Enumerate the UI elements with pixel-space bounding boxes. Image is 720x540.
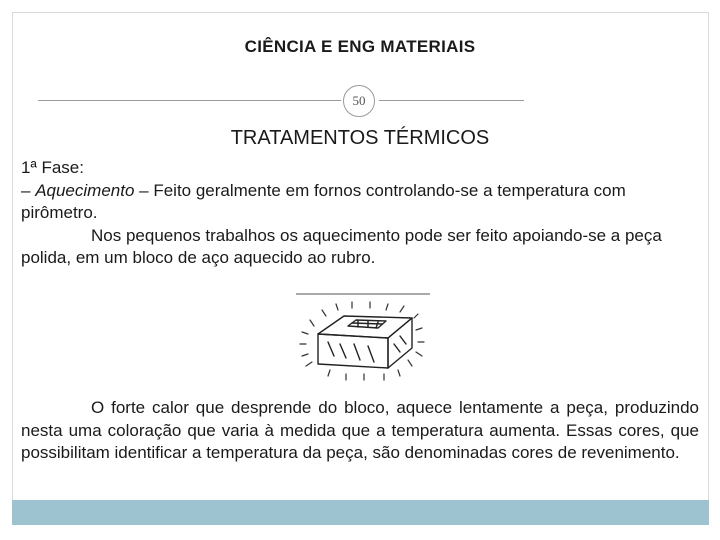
heated-steel-block-icon <box>288 292 434 384</box>
slide-frame-top <box>12 12 709 13</box>
slide-frame-left <box>12 12 13 500</box>
closing-paragraph: O forte calor que desprende do bloco, aquece lentamente a peça, produzindo nesta uma coloração que varia à medida que a temperatura aumenta. Essas cores, que possibilitam identificar a temperatura da peça, são denominadas cores de revenimento. <box>21 398 699 462</box>
bullet-text: – Feito geralmente em fornos controlando-se a temperatura com pirômetro. <box>21 180 626 222</box>
header-divider-right <box>379 100 524 101</box>
phase-description <box>21 157 699 270</box>
slide-frame-right <box>708 12 709 500</box>
bullet-term: Aquecimento <box>35 180 135 200</box>
phase-label: 1ª Fase: <box>21 158 84 177</box>
header-divider-left <box>38 100 341 101</box>
indented-paragraph: Nos pequenos trabalhos os aquecimento pode ser feito apoiando-se a peça polida, em um bloco de aço aquecido ao rubro. <box>21 225 662 267</box>
slide-title: TRATAMENTOS TÉRMICOS <box>230 127 490 149</box>
bullet-dash: – <box>21 180 36 200</box>
header-title: CIÊNCIA E ENG MATERIAIS <box>244 37 476 56</box>
footer-bar <box>12 500 709 525</box>
page-number-badge: 50 <box>343 85 375 117</box>
heating-bullet <box>21 180 699 225</box>
